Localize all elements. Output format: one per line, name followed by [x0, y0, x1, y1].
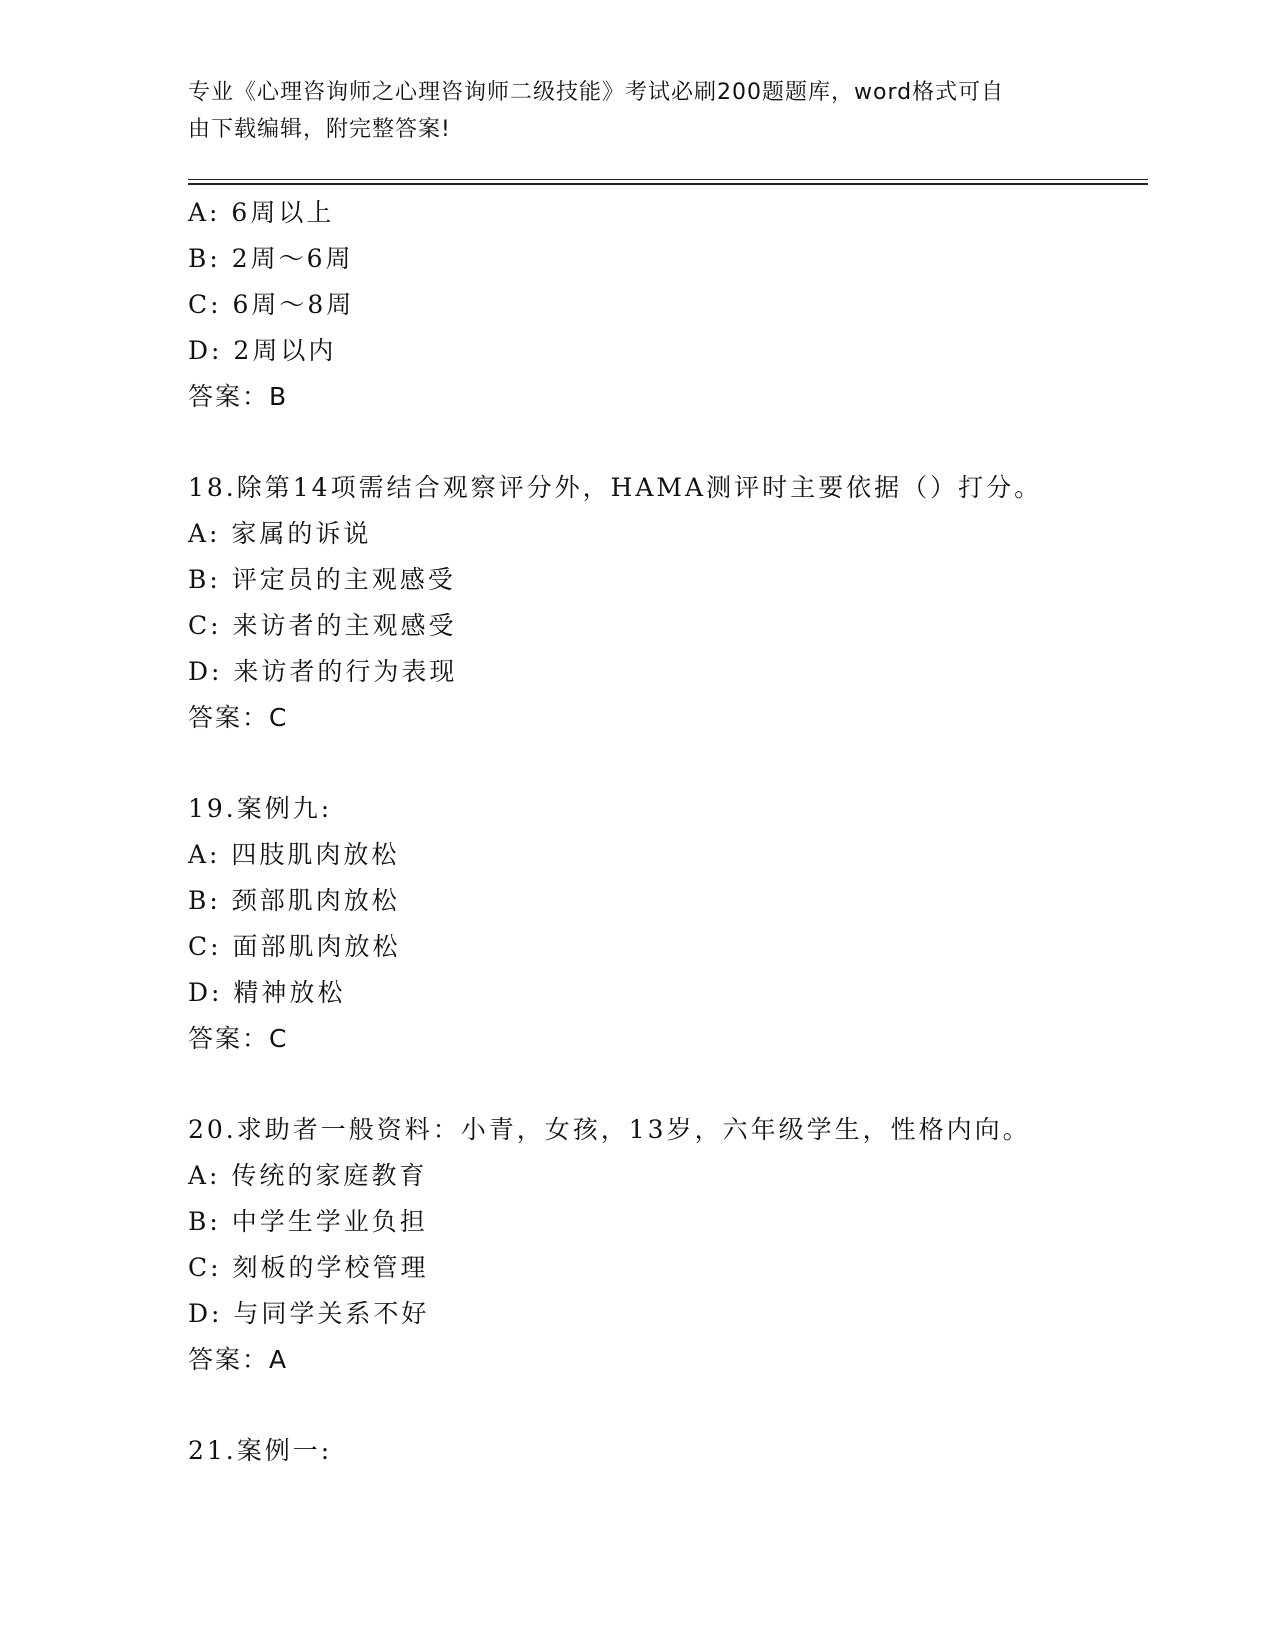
header-line-2: 由下载编辑，附完整答案! [188, 117, 451, 142]
option-b: B: 颈部肌肉放松 [188, 886, 400, 915]
option-c: C: 刻板的学校管理 [188, 1253, 429, 1282]
option-a: A: 6周以上 [188, 198, 335, 227]
question-stem: 19.案例九: [188, 794, 333, 823]
question-18 [188, 465, 1148, 741]
spacer [188, 741, 1148, 786]
question-21 [188, 1428, 1148, 1474]
document-header [188, 74, 1068, 148]
option-d: D: 来访者的行为表现 [188, 657, 458, 686]
option-b: B: 评定员的主观感受 [188, 565, 456, 594]
option-b: B: 中学生学业负担 [188, 1207, 428, 1236]
answer-line: 答案：C [188, 1024, 289, 1053]
option-c: C: 面部肌肉放松 [188, 932, 401, 961]
option-c: C: 6周～8周 [188, 290, 355, 319]
option-a: A: 家属的诉说 [188, 519, 372, 548]
spacer [188, 420, 1148, 465]
question-stem: 18.除第14项需结合观察评分外，HAMA测评时主要依据（）打分。 [188, 473, 1043, 502]
option-a: A: 四肢肌肉放松 [188, 840, 400, 869]
spacer [188, 1383, 1148, 1428]
option-d: D: 精神放松 [188, 978, 346, 1007]
answer-line: 答案：A [188, 1345, 289, 1374]
answer-line: 答案：B [188, 382, 289, 411]
option-d: D: 与同学关系不好 [188, 1299, 430, 1328]
option-c: C: 来访者的主观感受 [188, 611, 457, 640]
question-20 [188, 1107, 1148, 1383]
question-stem: 20.求助者一般资料：小青，女孩，13岁，六年级学生，性格内向。 [188, 1115, 1031, 1144]
header-rule-thick [188, 183, 1148, 185]
question-list [188, 190, 1148, 1474]
option-b: B: 2周～6周 [188, 244, 354, 273]
header-line-1: 专业《心理咨询师之心理咨询师二级技能》考试必刷200题题库，word格式可自 [188, 80, 1005, 105]
option-a: A: 传统的家庭教育 [188, 1161, 428, 1190]
answer-line: 答案：C [188, 703, 289, 732]
question-19 [188, 786, 1148, 1062]
spacer [188, 1062, 1148, 1107]
question-stem: 21.案例一: [188, 1436, 333, 1465]
header-rule-thin [188, 179, 1148, 180]
option-d: D: 2周以内 [188, 336, 337, 365]
question-17 [188, 190, 1148, 420]
